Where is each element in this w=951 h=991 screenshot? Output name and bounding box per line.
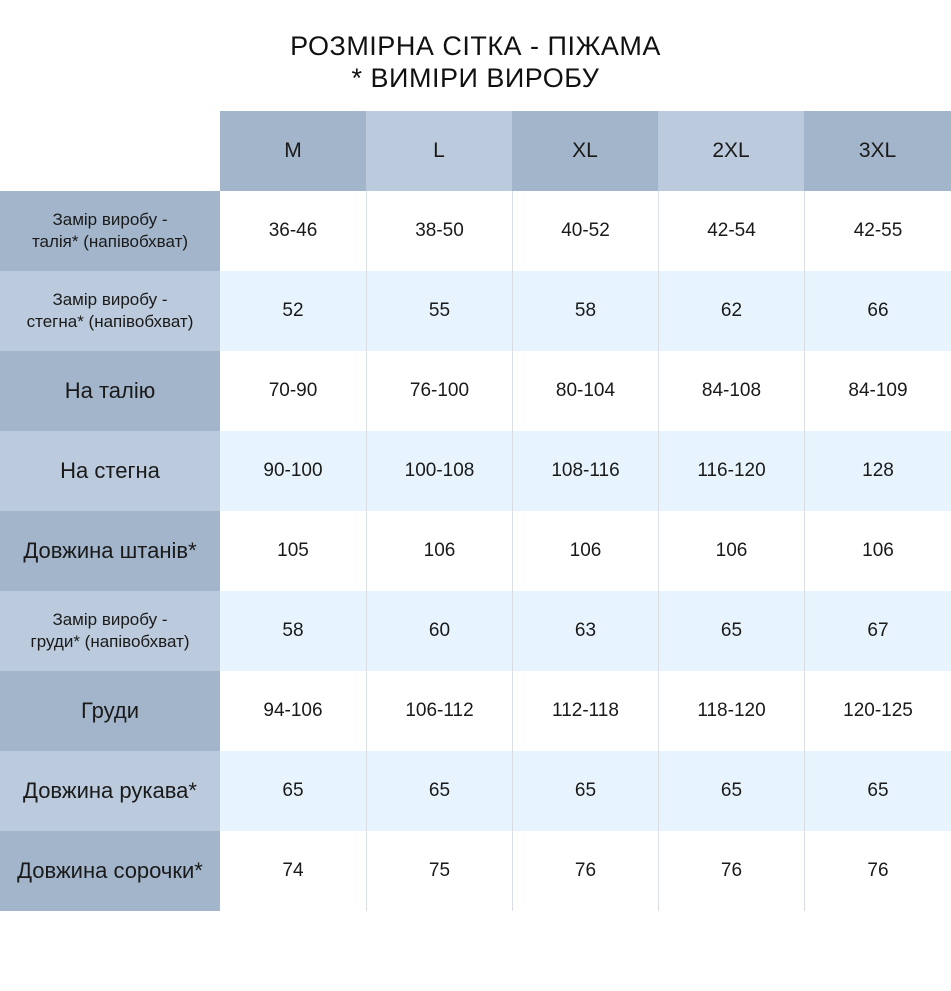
size-table — [0, 111, 951, 911]
table-cell: 60 — [366, 591, 512, 671]
table-cell: 84-108 — [658, 351, 804, 431]
row-label-line-1: Довжина штанів* — [23, 538, 197, 563]
table-cell: 76-100 — [366, 351, 512, 431]
table-cell: 112-118 — [512, 671, 658, 751]
table-cell: 65 — [220, 751, 366, 831]
table-cell: 106 — [366, 511, 512, 591]
table-cell: 65 — [658, 751, 804, 831]
table-cell: 65 — [512, 751, 658, 831]
table-cell: 40-52 — [512, 191, 658, 271]
row-label-line-1: Замір виробу - — [52, 290, 168, 309]
table-cell: 70-90 — [220, 351, 366, 431]
table-cell: 38-50 — [366, 191, 512, 271]
row-label — [0, 351, 220, 431]
row-label-line-1: Замір виробу - — [52, 210, 168, 229]
table-cell: 106-112 — [366, 671, 512, 751]
size-header-l: L — [366, 111, 512, 191]
size-header-2xl: 2XL — [658, 111, 804, 191]
table-cell: 106 — [804, 511, 951, 591]
table-cell: 62 — [658, 271, 804, 351]
table-cell: 58 — [512, 271, 658, 351]
row-label-line-2: талія* (напівобхват) — [31, 232, 189, 251]
table-cell: 36-46 — [220, 191, 366, 271]
row-label-line-1: На стегна — [60, 458, 160, 483]
table-cell: 90-100 — [220, 431, 366, 511]
table-cell: 120-125 — [804, 671, 951, 751]
table-cell: 94-106 — [220, 671, 366, 751]
table-cell: 65 — [804, 751, 951, 831]
table-cell: 105 — [220, 511, 366, 591]
table-cell: 42-54 — [658, 191, 804, 271]
table-cell: 55 — [366, 271, 512, 351]
row-label — [0, 831, 220, 911]
size-header-3xl: 3XL — [804, 111, 951, 191]
row-label-line-1: Груди — [80, 698, 140, 723]
row-label — [0, 751, 220, 831]
table-cell: 63 — [512, 591, 658, 671]
table-cell: 66 — [804, 271, 951, 351]
row-label — [0, 271, 220, 351]
row-label-line-2: груди* (напівобхват) — [30, 632, 190, 651]
table-cell: 116-120 — [658, 431, 804, 511]
row-label — [0, 431, 220, 511]
table-cell: 108-116 — [512, 431, 658, 511]
table-cell: 74 — [220, 831, 366, 911]
table-corner — [0, 111, 220, 191]
table-cell: 118-120 — [658, 671, 804, 751]
table-cell: 106 — [512, 511, 658, 591]
table-cell: 128 — [804, 431, 951, 511]
row-label-line-1: Замір виробу - — [52, 610, 168, 629]
table-cell: 106 — [658, 511, 804, 591]
row-label — [0, 191, 220, 271]
page-title — [0, 30, 951, 94]
title-line-2: * ВИМІРИ ВИРОБУ — [351, 63, 600, 93]
row-label-line-1: Довжина рукава* — [23, 778, 197, 803]
table-cell: 42-55 — [804, 191, 951, 271]
row-label — [0, 591, 220, 671]
table-cell: 76 — [658, 831, 804, 911]
table-cell: 58 — [220, 591, 366, 671]
size-header-m: M — [220, 111, 366, 191]
row-label — [0, 671, 220, 751]
table-cell: 52 — [220, 271, 366, 351]
table-cell: 75 — [366, 831, 512, 911]
table-cell: 76 — [804, 831, 951, 911]
title-line-1: РОЗМІРНА СІТКА - ПІЖАМА — [290, 31, 661, 61]
table-cell: 80-104 — [512, 351, 658, 431]
row-label-line-1: На талію — [64, 378, 156, 403]
row-label-line-1: Довжина сорочки* — [17, 858, 203, 883]
table-cell: 65 — [366, 751, 512, 831]
table-cell: 100-108 — [366, 431, 512, 511]
row-label — [0, 511, 220, 591]
table-cell: 65 — [658, 591, 804, 671]
size-header-xl: XL — [512, 111, 658, 191]
table-cell: 76 — [512, 831, 658, 911]
table-cell: 67 — [804, 591, 951, 671]
row-label-line-2: стегна* (напівобхват) — [26, 312, 194, 331]
table-cell: 84-109 — [804, 351, 951, 431]
